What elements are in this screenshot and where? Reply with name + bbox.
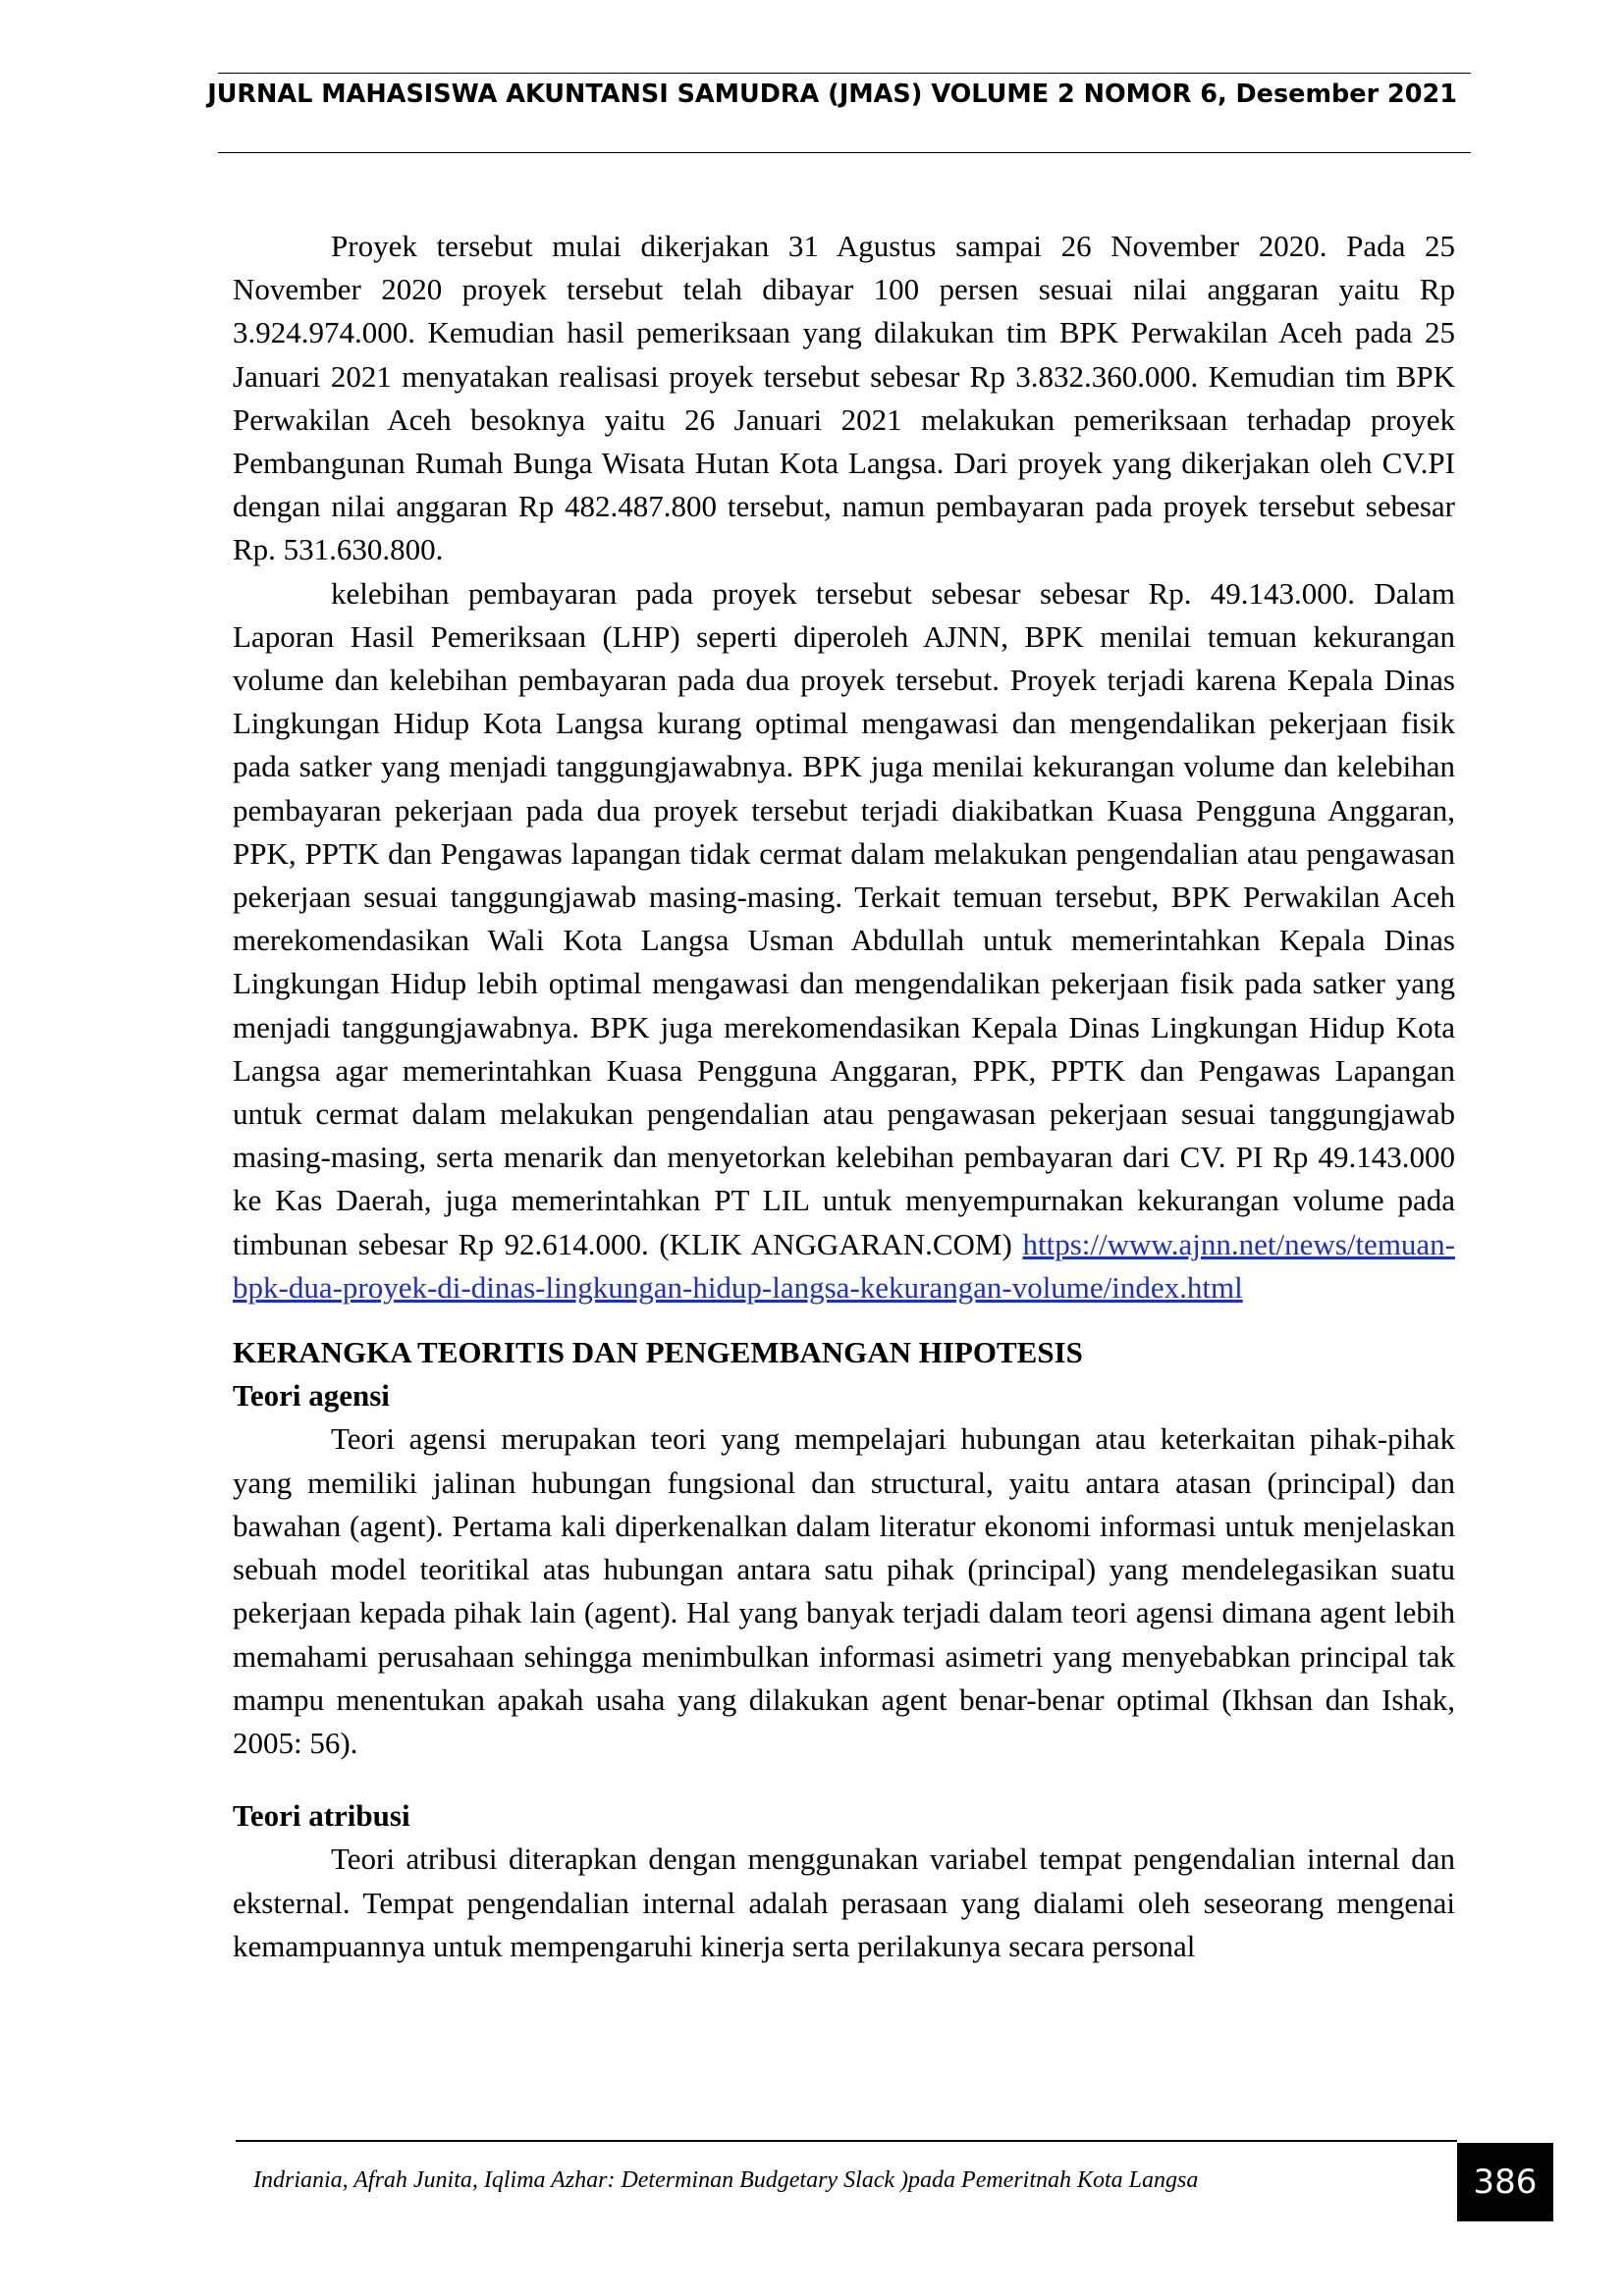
paragraph-bpk-findings-text: kelebihan pembayaran pada proyek tersebut sebesar sebesar Rp. 49.143.000. Dalam Laporan Hasil Pemeriksaan (LHP) seperti diperoleh AJNN, BPK menilai temuan kekurangan volume dan kelebihan pembayaran pada dua proyek tersebut. Proyek terjadi karena Kepala Dinas Lingkungan Hidup Kota Langsa kurang optimal mengawasi dan mengendalikan pekerjaan fisik pada satker yang menjadi tanggungjawabnya. BPK juga menilai kekurangan volume dan kelebihan pembayaran pekerjaan pada dua proyek tersebut terjadi diakibatkan Kuasa Pengguna Anggaran, PPK, PPTK dan Pengawas lapangan tidak cermat dalam melakukan pengendalian atau pengawasan pekerjaan sesuai tanggungjawab masing-masing. Terkait temuan tersebut, BPK Perwakilan Aceh merekomendasikan Wali Kota Langsa Usman Abdullah untuk memerintahkan Kepala Dinas Lingkungan Hidup lebih optimal mengawasi dan mengendalikan pekerjaan fisik pada satker yang menjadi tanggungjawabnya. BPK juga merekomendasikan Kepala Dinas Lingkungan Hidup Kota Langsa agar memerintahkan Kuasa Pengguna Anggaran, PPK, PPTK dan Pengawas Lapangan untuk cermat dalam melakukan pengendalian atau pengawasan pekerjaan sesuai tanggungjawab masing-masing, serta menarik dan menyetorkan kelebihan pembayaran dari CV. PI Rp 49.143.000 ke Kas Daerah, juga memerintahkan PT LIL untuk menyempurnakan kekurangan volume pada timbunan sebesar Rp 92.614.000. bbox=[233, 575, 1455, 1261]
paragraph-attribution-theory: Teori atribusi diterapkan dengan menggunakan variabel tempat pengendalian internal dan eksternal. Tempat pengendalian internal adalah perasaan yang dialami oleh seseorang mengenai kemampuannya untuk mempengaruhi kinerja serta perilakunya secara personal bbox=[233, 1842, 1455, 1963]
article-body bbox=[233, 225, 1455, 1968]
source-label: (KLIK ANGGARAN.COM) bbox=[659, 1226, 1012, 1261]
section-heading: KERANGKA TEORITIS DAN PENGEMBANGAN HIPOTESIS bbox=[233, 1335, 1083, 1370]
journal-header bbox=[207, 73, 1471, 153]
source-link[interactable]: https://www.ajnn.net/news/temuan-bpk-dua-proyek-di-dinas-lingkungan-hidup-langsa-kekurangan-volume/index.html bbox=[233, 1226, 1456, 1305]
footer-divider bbox=[236, 2140, 1457, 2142]
journal-title: JURNAL MAHASISWA AKUNTANSI SAMUDRA (JMAS) VOLUME 2 NOMOR 6, Desember 2021 bbox=[207, 80, 1457, 109]
paragraph-agency-theory: Teori agensi merupakan teori yang mempelajari hubungan atau keterkaitan pihak-pihak yang memiliki jalinan hubungan fungsional dan structural, yaitu antara atasan (principal) dan bawahan (agent). Pertama kali diperkenalkan dalam literatur ekonomi informasi untuk menjelaskan sebuah model teoritikal atas hubungan antara satu pihak (principal) yang mendelegasikan suatu pekerjaan kepada pihak lain (agent). Hal yang banyak terjadi dalam teori agensi dimana agent lebih memahami perusahaan sehingga menimbulkan informasi asimetri yang menyebabkan principal tak mampu menentukan apakah usaha yang dilakukan agent benar-benar optimal (Ikhsan dan Ishak, 2005: 56). bbox=[233, 1421, 1455, 1760]
subsection-heading-agency-theory: Teori agensi bbox=[233, 1378, 390, 1414]
spacer bbox=[233, 1765, 1455, 1794]
footer-citation: Indriania, Afrah Junita, Iqlima Azhar: Determinan Budgetary Slack )pada Pemeritnah Kota Langsa bbox=[253, 2167, 1199, 2193]
subsection-heading-attribution-theory: Teori atribusi bbox=[233, 1798, 410, 1834]
paragraph-project-timeline: Proyek tersebut mulai dikerjakan 31 Agustus sampai 26 November 2020. Pada 25 November 2020 proyek tersebut telah dibayar 100 persen sesuai nilai anggaran yaitu Rp 3.924.974.000. Kemudian hasil pemeriksaan yang dilakukan tim BPK Perwakilan Aceh pada 25 Januari 2021 menyatakan realisasi proyek tersebut sebesar Rp 3.832.360.000. Kemudian tim BPK Perwakilan Aceh besoknya yaitu 26 Januari 2021 melakukan pemeriksaan terhadap proyek Pembangunan Rumah Bunga Wisata Hutan Kota Langsa. Dari proyek yang dikerjakan oleh CV.PI dengan nilai anggaran Rp 482.487.800 tersebut, namun pembayaran pada proyek tersebut sebesar Rp. 531.630.800. bbox=[233, 229, 1455, 567]
page-number: 386 bbox=[1457, 2143, 1553, 2221]
spacer bbox=[233, 1309, 1455, 1331]
paragraph-bpk-findings bbox=[233, 572, 1455, 1309]
